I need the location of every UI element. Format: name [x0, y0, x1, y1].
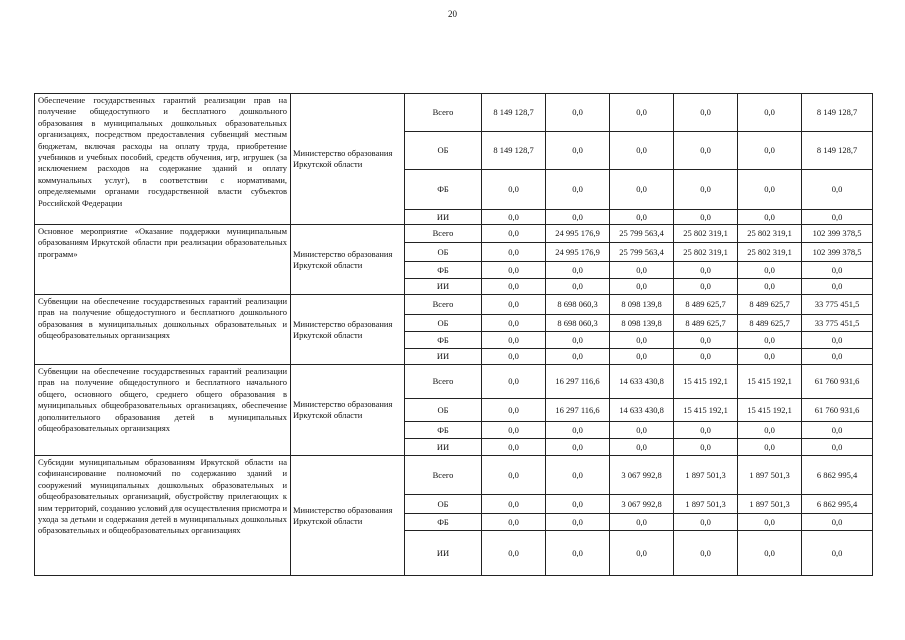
total-value: 61 760 931,6 [802, 365, 873, 399]
year-value: 25 802 319,1 [738, 243, 802, 262]
year-value: 8 698 060,3 [546, 315, 610, 332]
year-value: 0,0 [546, 279, 610, 295]
year-value: 0,0 [674, 349, 738, 365]
responsible-organization: Министерство образования Иркутской области [291, 365, 405, 456]
activity-description: Субвенции на обеспечение государственных гарантий реализации прав на получение общедоступного и бесплатного дошкольного образования в муниципальных дошкольных образовательных и общеобразовательных организациях [35, 295, 291, 365]
year-value: 0,0 [482, 225, 546, 243]
total-value: 8 149 128,7 [802, 132, 873, 170]
total-value: 6 862 995,4 [802, 456, 873, 495]
year-value: 16 297 116,6 [546, 399, 610, 422]
year-value: 0,0 [738, 279, 802, 295]
funding-source-label: Всего [405, 365, 482, 399]
year-value: 8 098 139,8 [610, 315, 674, 332]
year-value: 25 802 319,1 [674, 225, 738, 243]
year-value: 0,0 [546, 210, 610, 225]
funding-source-label: Всего [405, 456, 482, 495]
year-value: 1 897 501,3 [674, 456, 738, 495]
year-value: 16 297 116,6 [546, 365, 610, 399]
year-value: 0,0 [610, 439, 674, 456]
year-value: 15 415 192,1 [674, 365, 738, 399]
budget-table [34, 93, 873, 576]
total-value: 0,0 [802, 531, 873, 576]
year-value: 1 897 501,3 [674, 495, 738, 514]
year-value: 1 897 501,3 [738, 495, 802, 514]
year-value: 25 799 563,4 [610, 225, 674, 243]
year-value: 0,0 [482, 315, 546, 332]
year-value: 0,0 [546, 262, 610, 279]
year-value: 0,0 [546, 349, 610, 365]
year-value: 0,0 [674, 262, 738, 279]
year-value: 0,0 [738, 349, 802, 365]
page-number: 20 [448, 9, 457, 19]
table-row [35, 94, 873, 132]
year-value: 0,0 [674, 332, 738, 349]
year-value: 8 489 625,7 [738, 295, 802, 315]
year-value: 15 415 192,1 [738, 399, 802, 422]
year-value: 0,0 [482, 422, 546, 439]
table-body [35, 94, 873, 576]
year-value: 0,0 [674, 514, 738, 531]
funding-source-label: ФБ [405, 332, 482, 349]
year-value: 0,0 [546, 456, 610, 495]
year-value: 0,0 [482, 210, 546, 225]
year-value: 0,0 [482, 399, 546, 422]
activity-description: Основное мероприятие «Оказание поддержки муниципальным образованиям Иркутской области при реализации образовательных программ» [35, 225, 291, 295]
year-value: 8 098 139,8 [610, 295, 674, 315]
funding-source-label: ИИ [405, 279, 482, 295]
funding-source-label: ОБ [405, 399, 482, 422]
year-value: 0,0 [482, 332, 546, 349]
year-value: 0,0 [610, 514, 674, 531]
responsible-organization: Министерство образования Иркутской области [291, 295, 405, 365]
responsible-organization: Министерство образования Иркутской области [291, 94, 405, 225]
year-value: 25 799 563,4 [610, 243, 674, 262]
total-value: 0,0 [802, 279, 873, 295]
year-value: 0,0 [610, 279, 674, 295]
responsible-organization: Министерство образования Иркутской области [291, 456, 405, 576]
year-value: 0,0 [546, 514, 610, 531]
funding-source-label: Всего [405, 94, 482, 132]
year-value: 8 149 128,7 [482, 94, 546, 132]
year-value: 0,0 [546, 439, 610, 456]
year-value: 0,0 [482, 531, 546, 576]
total-value: 0,0 [802, 439, 873, 456]
activity-description: Обеспечение государственных гарантий реализации прав на получение общедоступного и бесплатного дошкольного образования в муниципальных дошкольных образовательных организациях, посредством предоставления субвенций местным бюджетам, включая расходы на оплату труда, приобретение учебников и учебных пособий, средств обучения, игр, игрушек (за исключением расходов на содержание зданий и оплату коммунальных услуг), в соответствии с нормативами, определяемыми органами государственной власти субъектов Российской Федерации [35, 94, 291, 225]
funding-source-label: ФБ [405, 170, 482, 210]
year-value: 0,0 [674, 279, 738, 295]
year-value: 25 802 319,1 [738, 225, 802, 243]
year-value: 0,0 [610, 132, 674, 170]
funding-source-label: ОБ [405, 243, 482, 262]
year-value: 0,0 [738, 332, 802, 349]
total-value: 0,0 [802, 422, 873, 439]
total-value: 8 149 128,7 [802, 94, 873, 132]
table-row [35, 225, 873, 243]
year-value: 15 415 192,1 [674, 399, 738, 422]
year-value: 8 489 625,7 [674, 295, 738, 315]
year-value: 0,0 [610, 349, 674, 365]
year-value: 0,0 [546, 170, 610, 210]
funding-source-label: ФБ [405, 262, 482, 279]
year-value: 0,0 [610, 262, 674, 279]
table-row [35, 456, 873, 495]
year-value: 0,0 [482, 365, 546, 399]
total-value: 6 862 995,4 [802, 495, 873, 514]
funding-source-label: Всего [405, 225, 482, 243]
total-value: 0,0 [802, 170, 873, 210]
year-value: 0,0 [738, 170, 802, 210]
year-value: 0,0 [482, 279, 546, 295]
funding-source-label: ИИ [405, 531, 482, 576]
funding-source-label: ФБ [405, 514, 482, 531]
year-value: 3 067 992,8 [610, 456, 674, 495]
year-value: 0,0 [674, 94, 738, 132]
year-value: 0,0 [738, 422, 802, 439]
year-value: 0,0 [738, 531, 802, 576]
total-value: 0,0 [802, 262, 873, 279]
funding-source-label: Всего [405, 295, 482, 315]
year-value: 0,0 [482, 243, 546, 262]
funding-source-label: ОБ [405, 315, 482, 332]
total-value: 33 775 451,5 [802, 295, 873, 315]
year-value: 0,0 [738, 94, 802, 132]
activity-description: Субсидии муниципальным образованиям Иркутской области на софинансирование полномочий по содержанию зданий и сооружений муниципальных дошкольных образовательных и общеобразовательных организаций, обустройству прилегающих к ним территорий, созданию условий для осуществления присмотра и ухода за детьми и содержания детей в муниципальных дошкольных образовательных и общеобразовательных организациях [35, 456, 291, 576]
table-row [35, 295, 873, 315]
funding-source-label: ФБ [405, 422, 482, 439]
year-value: 0,0 [482, 349, 546, 365]
year-value: 0,0 [546, 94, 610, 132]
year-value: 25 802 319,1 [674, 243, 738, 262]
year-value: 0,0 [738, 132, 802, 170]
table-row [35, 365, 873, 399]
total-value: 33 775 451,5 [802, 315, 873, 332]
total-value: 0,0 [802, 349, 873, 365]
year-value: 0,0 [738, 210, 802, 225]
year-value: 0,0 [674, 439, 738, 456]
year-value: 0,0 [546, 531, 610, 576]
year-value: 0,0 [674, 170, 738, 210]
year-value: 0,0 [482, 295, 546, 315]
year-value: 0,0 [674, 531, 738, 576]
funding-source-label: ОБ [405, 495, 482, 514]
year-value: 0,0 [738, 439, 802, 456]
responsible-organization: Министерство образования Иркутской области [291, 225, 405, 295]
year-value: 0,0 [482, 495, 546, 514]
total-value: 0,0 [802, 210, 873, 225]
total-value: 102 399 378,5 [802, 243, 873, 262]
year-value: 0,0 [674, 422, 738, 439]
year-value: 0,0 [482, 514, 546, 531]
year-value: 24 995 176,9 [546, 225, 610, 243]
year-value: 24 995 176,9 [546, 243, 610, 262]
funding-source-label: ИИ [405, 210, 482, 225]
year-value: 14 633 430,8 [610, 365, 674, 399]
year-value: 15 415 192,1 [738, 365, 802, 399]
year-value: 3 067 992,8 [610, 495, 674, 514]
total-value: 61 760 931,6 [802, 399, 873, 422]
total-value: 0,0 [802, 332, 873, 349]
funding-source-label: ОБ [405, 132, 482, 170]
year-value: 0,0 [674, 132, 738, 170]
year-value: 8 698 060,3 [546, 295, 610, 315]
year-value: 0,0 [546, 132, 610, 170]
year-value: 0,0 [610, 531, 674, 576]
year-value: 0,0 [738, 262, 802, 279]
year-value: 0,0 [674, 210, 738, 225]
year-value: 0,0 [738, 514, 802, 531]
total-value: 0,0 [802, 514, 873, 531]
year-value: 0,0 [546, 332, 610, 349]
year-value: 0,0 [610, 210, 674, 225]
year-value: 0,0 [610, 94, 674, 132]
year-value: 1 897 501,3 [738, 456, 802, 495]
year-value: 8 489 625,7 [674, 315, 738, 332]
year-value: 0,0 [610, 332, 674, 349]
year-value: 8 489 625,7 [738, 315, 802, 332]
year-value: 0,0 [610, 170, 674, 210]
year-value: 0,0 [482, 262, 546, 279]
activity-description: Субвенции на обеспечение государственных гарантий реализации прав на получение общедоступного и бесплатного начального общего, основного общего, среднего общего образования в муниципальных общеобразовательных организациях, обеспечение дополнительного образования детей в муниципальных общеобразовательных организациях [35, 365, 291, 456]
funding-source-label: ИИ [405, 439, 482, 456]
total-value: 102 399 378,5 [802, 225, 873, 243]
year-value: 0,0 [482, 170, 546, 210]
year-value: 0,0 [482, 456, 546, 495]
year-value: 0,0 [610, 422, 674, 439]
year-value: 0,0 [546, 422, 610, 439]
year-value: 0,0 [546, 495, 610, 514]
year-value: 14 633 430,8 [610, 399, 674, 422]
year-value: 8 149 128,7 [482, 132, 546, 170]
funding-source-label: ИИ [405, 349, 482, 365]
year-value: 0,0 [482, 439, 546, 456]
